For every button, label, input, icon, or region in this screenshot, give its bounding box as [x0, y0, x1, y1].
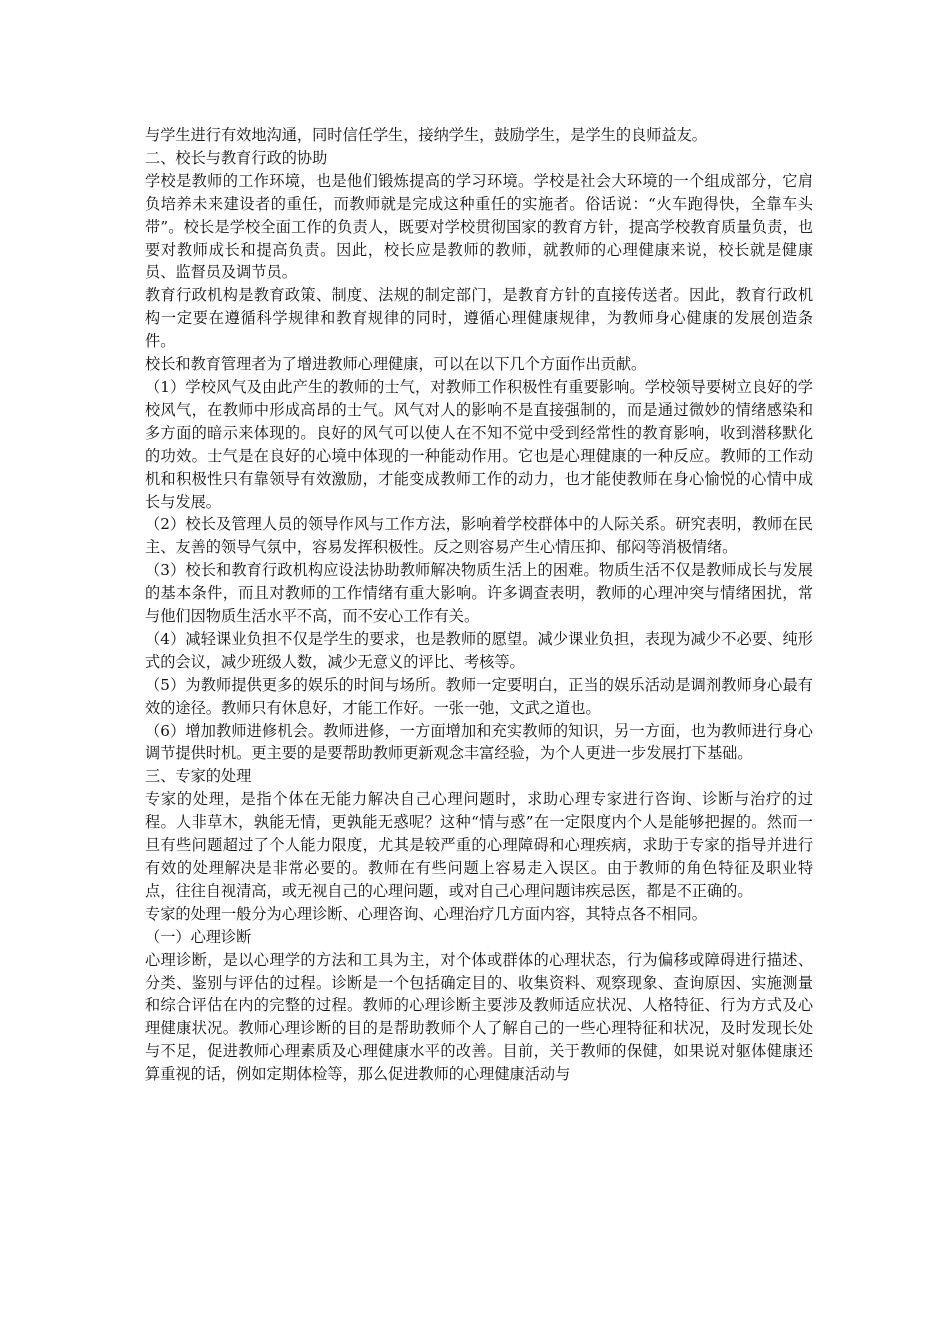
- body-paragraph: 学校是教师的工作环境，也是他们锻炼提高的学习环境。学校是社会大环境的一个组成部分，它肩负培养未来建设者的重任，而教师就是完成这种重任的实施者。俗话说：“火车跑得快，全靠车头带”。校长是学校全面工作的负责人，既要对学校贯彻国家的教育方针，提高学校教育质量负责，也要对教师成长和提高负责。因此，校长应是教师的教师，就教师的心理健康来说，校长就是健康员、监督员及调节员。: [145, 171, 813, 282]
- list-item-paragraph: （6）增加教师进修机会。教师进修，一方面增加和充实教师的知识，另一方面，也为教师进行身心调节提供时机。更主要的是要帮助教师更新观念丰富经验，为个人更进一步发展打下基础。: [145, 721, 813, 763]
- section-heading: 三、专家的处理: [145, 767, 252, 786]
- list-item-paragraph: （5）为教师提供更多的娱乐的时间与场所。教师一定要明白，正当的娱乐活动是调剂教师身心最有效的途径。教师只有休息好，才能工作好。一张一弛，文武之道也。: [145, 675, 813, 717]
- section-heading: 二、校长与教育行政的协助: [145, 148, 328, 167]
- body-paragraph: 心理诊断，是以心理学的方法和工具为主，对个体或群体的心理状态，行为偏移或障碍进行描述、分类、鉴别与评估的过程。诊断是一个包括确定目的、收集资料、观察现象、查询原因、实施测量和综合评估在内的完整的过程。教师的心理诊断主要涉及教师适应状况、人格特征、行为方式及心理健康状况。教师心理诊断的目的是帮助教师个人了解自己的一些心理特征和状况，及时发现长处与不足，促进教师心理素质及心理健康水平的改善。目前，关于教师的保健，如果说对躯体健康还算重视的话，例如定期体检等，那么促进教师的心理健康活动与: [145, 950, 813, 1084]
- list-item-paragraph: （3）校长和教育行政机构应设法协助教师解决物质生活上的困难。物质生活不仅是教师成长与发展的基本条件，而且对教师的工作情绪有重大影响。许多调查表明，教师的心理冲突与情绪困扰，常与他们因物质生活水平不高，而不安心工作有关。: [145, 561, 813, 626]
- list-item-paragraph: （4）减轻课业负担不仅是学生的要求，也是教师的愿望。减少课业负担，表现为减少不必要、纯形式的会议，减少班级人数，减少无意义的评比、考核等。: [145, 629, 813, 671]
- body-paragraph: 教育行政机构是教育政策、制度、法规的制定部门，是教育方针的直接传送者。因此，教育行政机构一定要在遵循科学规律和教育规律的同时，遵循心理健康规律，为教师身心健康的发展创造条件。: [145, 286, 813, 351]
- body-paragraph: 专家的处理一般分为心理诊断、心理咨询、心理治疗几方面内容，其特点各不相同。: [145, 904, 707, 923]
- body-paragraph: 专家的处理，是指个体在无能力解决自己心理问题时，求助心理专家进行咨询、诊断与治疗的过程。人非草木，孰能无情，更孰能无惑呢？这种“情与惑”在一定限度内个人是能够把握的。然而一旦有些问题超过了个人能力限度，尤其是较严重的心理障碍和心理疾病，求助于专家的指导并进行有效的处理解决是非常必要的。教师在有些问题上容易走入误区。由于教师的角色特征及职业特点，往往自视清高，或无视自己的心理问题，或对自己心理问题讳疾忌医，都是不正确的。: [145, 790, 813, 900]
- list-item-paragraph: （2）校长及管理人员的领导作风与工作方法，影响着学校群体中的人际关系。研究表明，教师在民主、友善的领导气氛中，容易发挥积极性。反之则容易产生心情压抑、郁闷等消极情绪。: [145, 515, 813, 557]
- body-paragraph: 校长和教育管理者为了增进教师心理健康，可以在以下几个方面作出贡献。: [145, 355, 647, 374]
- document-page: [145, 124, 813, 1086]
- subsection-heading: （一）心理诊断: [145, 927, 252, 946]
- list-item-paragraph: （1）学校风气及由此产生的教师的士气，对教师工作积极性有重要影响。学校领导要树立良好的学校风气，在教师中形成高昂的士气。风气对人的影响不是直接强制的，而是通过微妙的情绪感染和多方面的暗示来体现的。良好的风气可以使人在不知不觉中受到经常性的教育影响，收到潜移默化的功效。士气是在良好的心境中体现的一种能动作用。它也是心理健康的一种反应。教师的工作动机和积极性只有靠领导有效激励，才能变成教师工作的动力，也才能使教师在身心愉悦的心情中成长与发展。: [145, 377, 813, 511]
- body-paragraph: 与学生进行有效地沟通，同时信任学生，接纳学生，鼓励学生，是学生的良师益友。: [145, 126, 707, 144]
